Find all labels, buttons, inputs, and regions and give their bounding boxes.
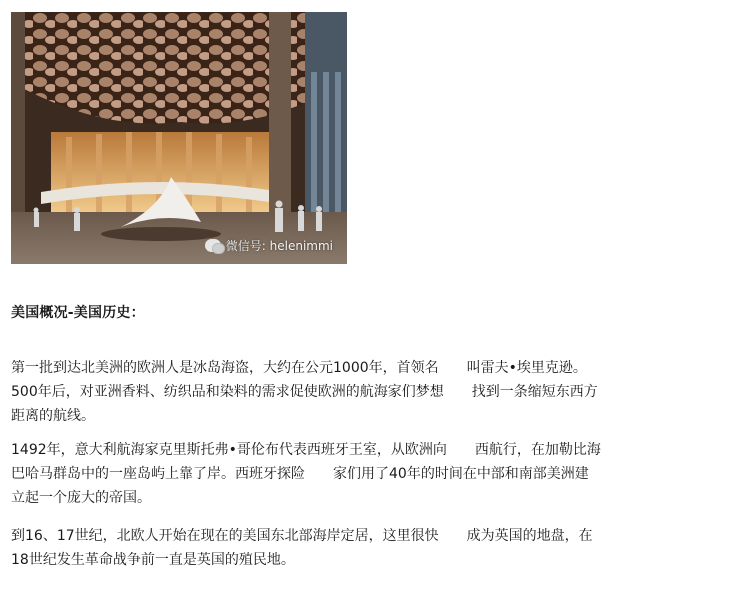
paragraph-line: 距离的航线。 [11,408,95,424]
paragraph-line: 1492年，意大利航海家克里斯托弗•哥伦布代表西班牙王室，从欧洲向 西航行，在加勒比海 [11,442,601,458]
paragraph-3 [11,524,731,572]
paragraph-1 [11,356,731,428]
watermark [205,237,333,254]
paragraph-line: 巴哈马群岛中的一座岛屿上靠了岸。西班牙探险 家们用了40年的时间在中部和南部美洲建 [11,466,589,482]
paragraph-line: 到16、17世纪，北欧人开始在现在的美国东北部海岸定居，这里很快 成为英国的地盘，在 [11,528,593,544]
paragraph-line: 18世纪发生革命战争前一直是英国的殖民地。 [11,552,295,568]
lobby-illustration [11,12,347,264]
wechat-icon [205,239,221,252]
paragraph-line: 第一批到达北美洲的欧洲人是冰岛海盗，大约在公元1000年，首领名 叫雷夫•埃里克逊。 [11,360,587,376]
paragraph-line: 立起一个庞大的帝国。 [11,490,151,506]
paragraph-2 [11,438,731,510]
section-heading: 美国概况-美国历史： [11,305,145,321]
article-photo [11,12,347,264]
watermark-text: 微信号: helenimmi [225,239,333,253]
paragraph-line: 500年后，对亚洲香料、纺织品和染料的需求促使欧洲的航海家们梦想 找到一条缩短东西方 [11,384,598,400]
